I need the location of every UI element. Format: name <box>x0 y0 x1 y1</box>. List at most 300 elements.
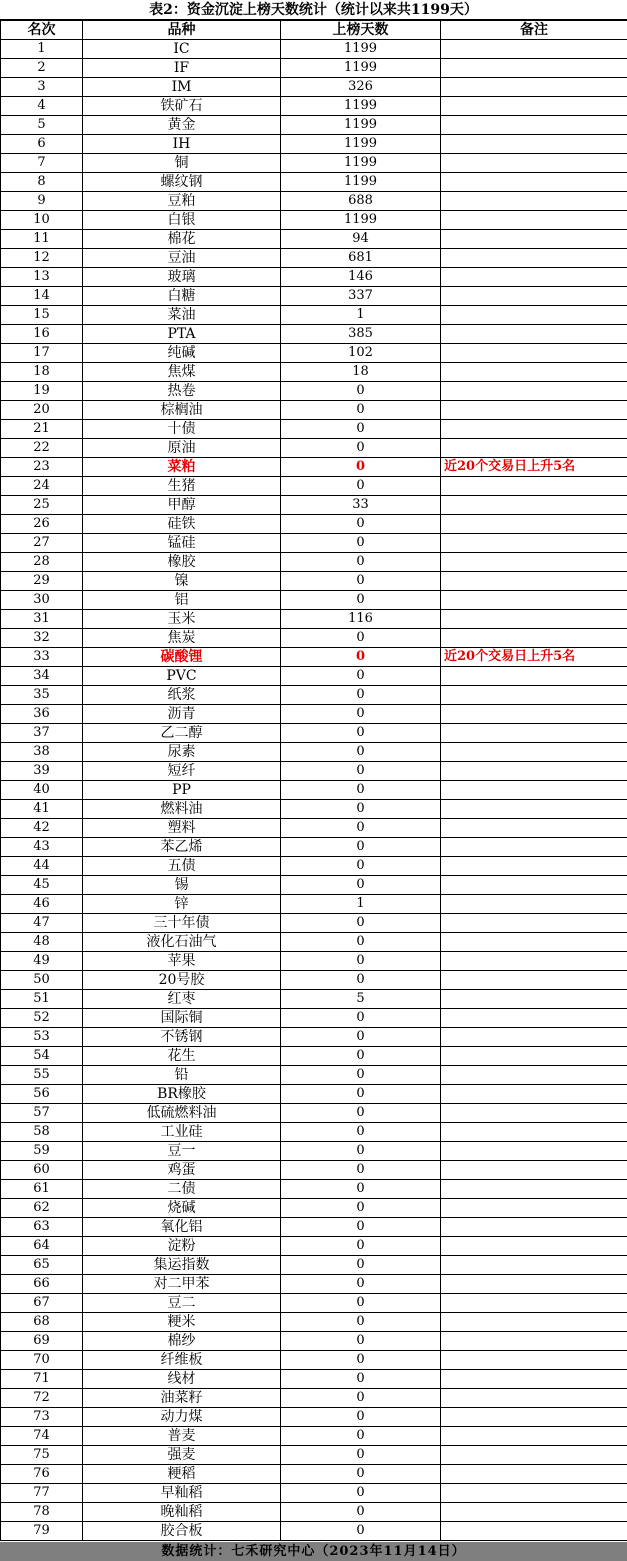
days-cell: 0 <box>281 458 441 477</box>
days-cell: 33 <box>281 496 441 515</box>
days-cell: 0 <box>281 1484 441 1503</box>
name-cell: 棉花 <box>83 230 281 249</box>
rank-cell: 69 <box>1 1332 83 1351</box>
remark-cell <box>441 933 627 952</box>
table-row <box>1 648 627 667</box>
days-cell: 5 <box>281 990 441 1009</box>
table-row <box>1 1161 627 1180</box>
name-cell: 豆一 <box>83 1142 281 1161</box>
header-rank: 名次 <box>1 21 83 40</box>
remark-cell <box>441 192 627 211</box>
name-cell: 豆油 <box>83 249 281 268</box>
table-row <box>1 1275 627 1294</box>
table-row <box>1 1199 627 1218</box>
rank-cell: 75 <box>1 1446 83 1465</box>
name-cell: 锌 <box>83 895 281 914</box>
name-cell: IC <box>83 40 281 59</box>
table-row <box>1 1142 627 1161</box>
days-cell: 0 <box>281 1465 441 1484</box>
remark-cell <box>441 306 627 325</box>
remark-cell <box>441 116 627 135</box>
days-cell: 0 <box>281 1199 441 1218</box>
name-cell: 橡胶 <box>83 553 281 572</box>
days-cell: 1 <box>281 306 441 325</box>
days-cell: 0 <box>281 572 441 591</box>
remark-cell <box>441 1123 627 1142</box>
table-row <box>1 1503 627 1522</box>
days-cell: 0 <box>281 1218 441 1237</box>
days-cell: 0 <box>281 686 441 705</box>
days-cell: 0 <box>281 724 441 743</box>
rank-cell: 58 <box>1 1123 83 1142</box>
remark-cell <box>441 135 627 154</box>
table-row <box>1 857 627 876</box>
table-row <box>1 306 627 325</box>
table-row <box>1 458 627 477</box>
rank-cell: 55 <box>1 1066 83 1085</box>
table-row <box>1 192 627 211</box>
rank-cell: 52 <box>1 1009 83 1028</box>
table-row <box>1 477 627 496</box>
rank-cell: 37 <box>1 724 83 743</box>
name-cell: 低硫燃料油 <box>83 1104 281 1123</box>
name-cell: 短纤 <box>83 762 281 781</box>
table-row <box>1 800 627 819</box>
name-cell: 纤维板 <box>83 1351 281 1370</box>
rank-cell: 19 <box>1 382 83 401</box>
days-cell: 385 <box>281 325 441 344</box>
remark-cell <box>441 1237 627 1256</box>
remark-cell <box>441 97 627 116</box>
table-row <box>1 1351 627 1370</box>
name-cell: 铜 <box>83 154 281 173</box>
rank-cell: 41 <box>1 800 83 819</box>
rank-cell: 65 <box>1 1256 83 1275</box>
remark-cell <box>441 1180 627 1199</box>
days-cell: 146 <box>281 268 441 287</box>
remark-cell <box>441 325 627 344</box>
rank-cell: 53 <box>1 1028 83 1047</box>
table-row <box>1 705 627 724</box>
name-cell: 氧化铝 <box>83 1218 281 1237</box>
rank-cell: 74 <box>1 1427 83 1446</box>
table-row <box>1 1237 627 1256</box>
days-cell: 102 <box>281 344 441 363</box>
rank-cell: 70 <box>1 1351 83 1370</box>
remark-cell <box>441 1104 627 1123</box>
rank-cell: 34 <box>1 667 83 686</box>
table-body <box>1 40 627 1541</box>
name-cell: 纸浆 <box>83 686 281 705</box>
name-cell: PTA <box>83 325 281 344</box>
name-cell: 动力煤 <box>83 1408 281 1427</box>
name-cell: 红枣 <box>83 990 281 1009</box>
name-cell: 粳米 <box>83 1313 281 1332</box>
rank-cell: 63 <box>1 1218 83 1237</box>
name-cell: 沥青 <box>83 705 281 724</box>
table-row <box>1 667 627 686</box>
rank-cell: 31 <box>1 610 83 629</box>
days-cell: 1199 <box>281 116 441 135</box>
table-row <box>1 325 627 344</box>
table-row <box>1 1066 627 1085</box>
table-row <box>1 382 627 401</box>
days-cell: 0 <box>281 743 441 762</box>
days-cell: 0 <box>281 876 441 895</box>
days-cell: 0 <box>281 1161 441 1180</box>
remark-cell <box>441 1218 627 1237</box>
table-row <box>1 933 627 952</box>
table-row <box>1 249 627 268</box>
rank-cell: 45 <box>1 876 83 895</box>
name-cell: 铝 <box>83 591 281 610</box>
days-cell: 0 <box>281 1313 441 1332</box>
name-cell: BR橡胶 <box>83 1085 281 1104</box>
table-row <box>1 1218 627 1237</box>
remark-cell <box>441 78 627 97</box>
remark-cell <box>441 705 627 724</box>
table-row <box>1 610 627 629</box>
days-cell: 0 <box>281 534 441 553</box>
name-cell: 20号胶 <box>83 971 281 990</box>
table-row <box>1 420 627 439</box>
rank-cell: 43 <box>1 838 83 857</box>
table-row <box>1 78 627 97</box>
table-row <box>1 287 627 306</box>
remark-cell <box>441 800 627 819</box>
days-cell: 0 <box>281 1332 441 1351</box>
table-row <box>1 1408 627 1427</box>
name-cell: 工业硅 <box>83 1123 281 1142</box>
rank-cell: 29 <box>1 572 83 591</box>
table-row <box>1 1009 627 1028</box>
table-row <box>1 363 627 382</box>
name-cell: 豆二 <box>83 1294 281 1313</box>
name-cell: 铅 <box>83 1066 281 1085</box>
remark-cell <box>441 515 627 534</box>
days-cell: 0 <box>281 1180 441 1199</box>
days-cell: 0 <box>281 648 441 667</box>
remark-cell <box>441 1047 627 1066</box>
table-row <box>1 1256 627 1275</box>
rank-cell: 30 <box>1 591 83 610</box>
name-cell: 国际铜 <box>83 1009 281 1028</box>
header-name: 品种 <box>83 21 281 40</box>
rank-cell: 56 <box>1 1085 83 1104</box>
days-cell: 0 <box>281 819 441 838</box>
name-cell: 玉米 <box>83 610 281 629</box>
days-cell: 0 <box>281 781 441 800</box>
days-cell: 1199 <box>281 40 441 59</box>
rank-cell: 77 <box>1 1484 83 1503</box>
remark-cell <box>441 1294 627 1313</box>
days-cell: 681 <box>281 249 441 268</box>
rank-cell: 25 <box>1 496 83 515</box>
name-cell: 鸡蛋 <box>83 1161 281 1180</box>
rank-cell: 7 <box>1 154 83 173</box>
remark-cell <box>441 1028 627 1047</box>
days-cell: 0 <box>281 1009 441 1028</box>
table-row <box>1 173 627 192</box>
name-cell: 铁矿石 <box>83 97 281 116</box>
name-cell: 液化石油气 <box>83 933 281 952</box>
table-row <box>1 629 627 648</box>
name-cell: 苯乙烯 <box>83 838 281 857</box>
rank-cell: 17 <box>1 344 83 363</box>
table-row <box>1 838 627 857</box>
table-row <box>1 534 627 553</box>
days-cell: 0 <box>281 553 441 572</box>
days-cell: 0 <box>281 1085 441 1104</box>
remark-cell <box>441 1408 627 1427</box>
remark-cell <box>441 838 627 857</box>
rank-cell: 28 <box>1 553 83 572</box>
remark-cell <box>441 724 627 743</box>
name-cell: 十债 <box>83 420 281 439</box>
name-cell: 花生 <box>83 1047 281 1066</box>
days-cell: 0 <box>281 382 441 401</box>
days-cell: 0 <box>281 800 441 819</box>
rank-cell: 22 <box>1 439 83 458</box>
table-row <box>1 762 627 781</box>
days-cell: 0 <box>281 1256 441 1275</box>
days-cell: 0 <box>281 1028 441 1047</box>
remark-cell: 近20个交易日上升5名 <box>441 648 627 667</box>
name-cell: 豆粕 <box>83 192 281 211</box>
remark-cell <box>441 477 627 496</box>
rank-cell: 2 <box>1 59 83 78</box>
name-cell: 塑料 <box>83 819 281 838</box>
rank-cell: 23 <box>1 458 83 477</box>
table-row <box>1 1294 627 1313</box>
name-cell: 二债 <box>83 1180 281 1199</box>
table-row <box>1 40 627 59</box>
remark-cell <box>441 819 627 838</box>
rank-cell: 78 <box>1 1503 83 1522</box>
rank-cell: 73 <box>1 1408 83 1427</box>
table-row <box>1 1484 627 1503</box>
rank-cell: 38 <box>1 743 83 762</box>
remark-cell <box>441 382 627 401</box>
days-cell: 0 <box>281 1522 441 1541</box>
table-row <box>1 572 627 591</box>
name-cell: 胶合板 <box>83 1522 281 1541</box>
days-cell: 0 <box>281 1408 441 1427</box>
days-cell: 0 <box>281 477 441 496</box>
remark-cell <box>441 59 627 78</box>
remark-cell <box>441 1066 627 1085</box>
rank-cell: 10 <box>1 211 83 230</box>
remark-cell <box>441 1256 627 1275</box>
remark-cell <box>441 610 627 629</box>
remark-cell <box>441 496 627 515</box>
table-row <box>1 1370 627 1389</box>
name-cell: 生猪 <box>83 477 281 496</box>
remark-cell <box>441 667 627 686</box>
rank-cell: 42 <box>1 819 83 838</box>
table-row <box>1 1085 627 1104</box>
remark-cell <box>441 1332 627 1351</box>
remark-cell <box>441 1522 627 1541</box>
remark-cell <box>441 344 627 363</box>
rank-cell: 32 <box>1 629 83 648</box>
days-cell: 0 <box>281 1427 441 1446</box>
name-cell: 热卷 <box>83 382 281 401</box>
days-cell: 1199 <box>281 59 441 78</box>
table-title: 表2：资金沉淀上榜天数统计（统计以来共1199天） <box>0 0 627 20</box>
table-row <box>1 781 627 800</box>
rank-cell: 57 <box>1 1104 83 1123</box>
remark-cell <box>441 895 627 914</box>
name-cell: 焦炭 <box>83 629 281 648</box>
days-cell: 0 <box>281 1275 441 1294</box>
days-cell: 0 <box>281 1294 441 1313</box>
rank-cell: 15 <box>1 306 83 325</box>
rank-cell: 51 <box>1 990 83 1009</box>
remark-cell: 近20个交易日上升5名 <box>441 458 627 477</box>
remark-cell <box>441 1389 627 1408</box>
days-cell: 0 <box>281 1066 441 1085</box>
days-cell: 0 <box>281 1389 441 1408</box>
rank-cell: 14 <box>1 287 83 306</box>
remark-cell <box>441 268 627 287</box>
rank-cell: 76 <box>1 1465 83 1484</box>
days-cell: 0 <box>281 952 441 971</box>
rank-cell: 64 <box>1 1237 83 1256</box>
name-cell: IM <box>83 78 281 97</box>
table-row <box>1 1332 627 1351</box>
name-cell: 淀粉 <box>83 1237 281 1256</box>
remark-cell <box>441 1275 627 1294</box>
rank-cell: 18 <box>1 363 83 382</box>
table-row <box>1 1446 627 1465</box>
name-cell: 白糖 <box>83 287 281 306</box>
rank-cell: 48 <box>1 933 83 952</box>
table-row <box>1 743 627 762</box>
rank-cell: 12 <box>1 249 83 268</box>
remark-cell <box>441 876 627 895</box>
rank-cell: 16 <box>1 325 83 344</box>
rank-cell: 9 <box>1 192 83 211</box>
name-cell: 晚籼稻 <box>83 1503 281 1522</box>
days-cell: 18 <box>281 363 441 382</box>
remark-cell <box>441 420 627 439</box>
days-cell: 0 <box>281 1047 441 1066</box>
remark-cell <box>441 287 627 306</box>
rank-cell: 20 <box>1 401 83 420</box>
remark-cell <box>441 553 627 572</box>
table-row <box>1 724 627 743</box>
remark-cell <box>441 952 627 971</box>
days-cell: 0 <box>281 838 441 857</box>
name-cell: 菜油 <box>83 306 281 325</box>
rank-cell: 4 <box>1 97 83 116</box>
days-cell: 0 <box>281 1503 441 1522</box>
rank-cell: 6 <box>1 135 83 154</box>
remark-cell <box>441 1161 627 1180</box>
rank-cell: 71 <box>1 1370 83 1389</box>
days-cell: 0 <box>281 1123 441 1142</box>
days-cell: 337 <box>281 287 441 306</box>
remark-cell <box>441 1085 627 1104</box>
name-cell: 甲醇 <box>83 496 281 515</box>
rank-cell: 24 <box>1 477 83 496</box>
rank-cell: 3 <box>1 78 83 97</box>
days-cell: 1199 <box>281 173 441 192</box>
ranking-table <box>0 20 627 1541</box>
name-cell: 镍 <box>83 572 281 591</box>
table-row <box>1 515 627 534</box>
name-cell: 硅铁 <box>83 515 281 534</box>
name-cell: 早籼稻 <box>83 1484 281 1503</box>
name-cell: 烧碱 <box>83 1199 281 1218</box>
rank-cell: 67 <box>1 1294 83 1313</box>
days-cell: 0 <box>281 401 441 420</box>
remark-cell <box>441 857 627 876</box>
name-cell: 原油 <box>83 439 281 458</box>
name-cell: 强麦 <box>83 1446 281 1465</box>
remark-cell <box>441 154 627 173</box>
table-row <box>1 553 627 572</box>
rank-cell: 49 <box>1 952 83 971</box>
remark-cell <box>441 40 627 59</box>
rank-cell: 61 <box>1 1180 83 1199</box>
table-row <box>1 496 627 515</box>
days-cell: 0 <box>281 914 441 933</box>
table-row <box>1 401 627 420</box>
remark-cell <box>441 1465 627 1484</box>
rank-cell: 68 <box>1 1313 83 1332</box>
days-cell: 0 <box>281 629 441 648</box>
table-row <box>1 97 627 116</box>
name-cell: 线材 <box>83 1370 281 1389</box>
rank-cell: 36 <box>1 705 83 724</box>
name-cell: IF <box>83 59 281 78</box>
remark-cell <box>441 1009 627 1028</box>
days-cell: 0 <box>281 971 441 990</box>
table-row <box>1 819 627 838</box>
table-row <box>1 1028 627 1047</box>
table-row <box>1 591 627 610</box>
rank-cell: 35 <box>1 686 83 705</box>
rank-cell: 62 <box>1 1199 83 1218</box>
days-cell: 0 <box>281 1370 441 1389</box>
remark-cell <box>441 1427 627 1446</box>
name-cell: IH <box>83 135 281 154</box>
rank-cell: 8 <box>1 173 83 192</box>
remark-cell <box>441 629 627 648</box>
table-row <box>1 1465 627 1484</box>
remark-cell <box>441 572 627 591</box>
table-row <box>1 268 627 287</box>
table-row <box>1 1522 627 1541</box>
name-cell: 对二甲苯 <box>83 1275 281 1294</box>
remark-cell <box>441 1351 627 1370</box>
name-cell: 尿素 <box>83 743 281 762</box>
name-cell: 粳稻 <box>83 1465 281 1484</box>
days-cell: 0 <box>281 1104 441 1123</box>
remark-cell <box>441 1142 627 1161</box>
rank-cell: 1 <box>1 40 83 59</box>
name-cell: 棉纱 <box>83 1332 281 1351</box>
name-cell: 乙二醇 <box>83 724 281 743</box>
table-row <box>1 135 627 154</box>
name-cell: 黄金 <box>83 116 281 135</box>
rank-cell: 21 <box>1 420 83 439</box>
remark-cell <box>441 1370 627 1389</box>
rank-cell: 5 <box>1 116 83 135</box>
days-cell: 0 <box>281 1142 441 1161</box>
